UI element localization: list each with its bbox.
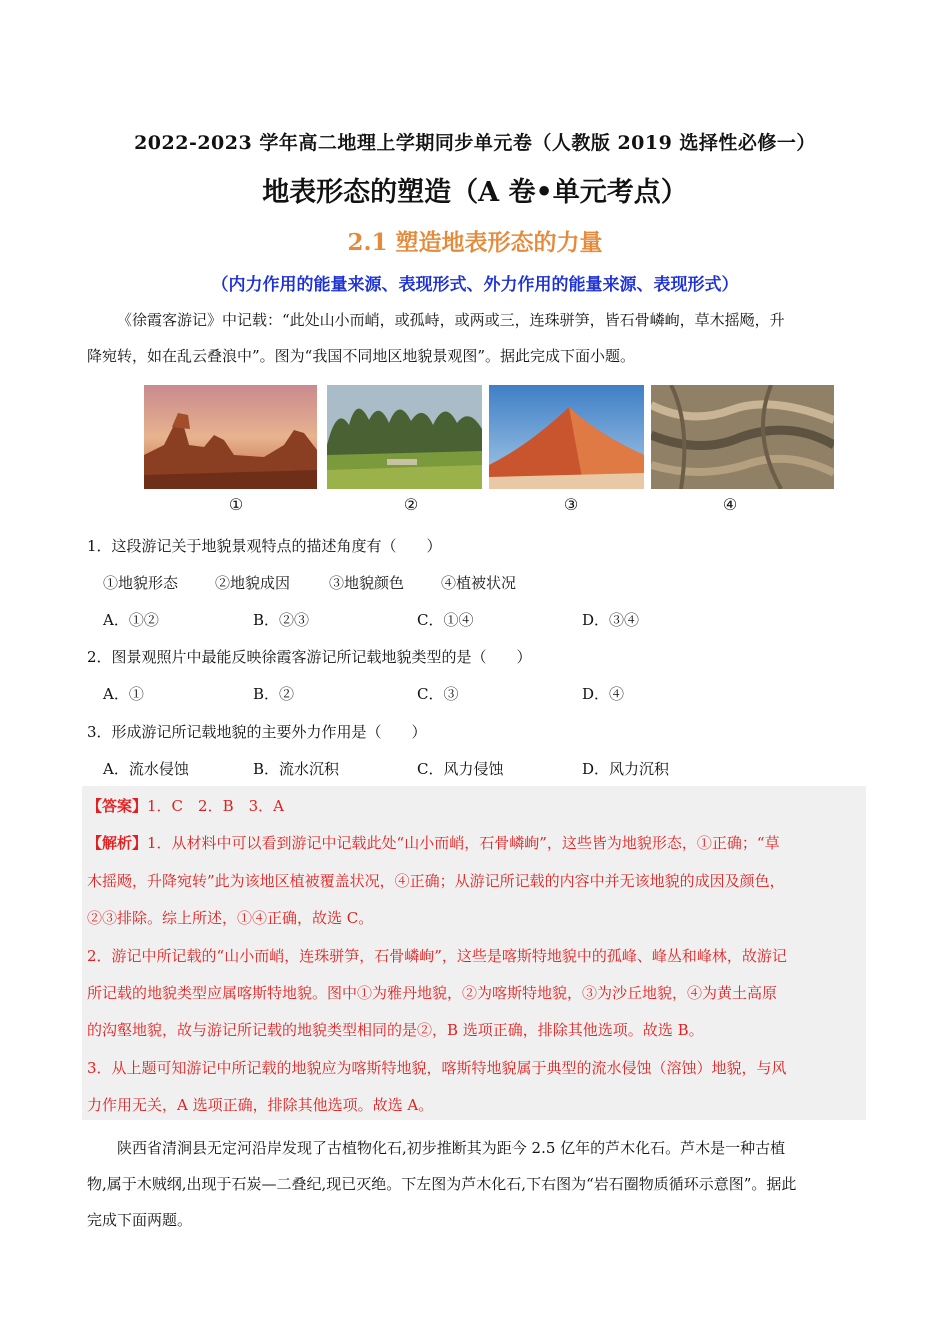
q1-option-b: B．②③ — [253, 611, 310, 629]
question-1: 1．这段游记关于地貌景观特点的描述角度有（ ） — [87, 537, 442, 555]
analysis-line-8: 力作用无关，A 选项正确，排除其他选项。故选 A。 — [87, 1096, 434, 1114]
answer-line — [87, 795, 284, 816]
q1-item-2: ②地貌成因 — [215, 574, 291, 592]
q2-option-c: C．③ — [417, 685, 459, 703]
analysis-line-1 — [87, 832, 780, 853]
q2-option-a: A．① — [103, 685, 144, 703]
outro-line-3: 完成下面两题。 — [87, 1211, 193, 1229]
photo-loess — [651, 385, 834, 489]
outro-line-2: 物,属于木贼纲,出现于石炭—二叠纪,现已灭绝。下左图为芦木化石,下右图为“岩石圈物质循环示意图”。据此 — [87, 1175, 797, 1193]
answer-tag: 【答案】 — [87, 797, 148, 815]
exam-header: 2022-2023 学年高二地理上学期同步单元卷（人教版 2019 选择性必修一） — [134, 132, 816, 154]
section-title: 2.1 塑造地表形态的力量 — [347, 229, 603, 256]
q2-option-d: D．④ — [582, 685, 625, 703]
q1-option-d: D．③④ — [582, 611, 640, 629]
analysis-tag: 【解析】 — [87, 834, 148, 852]
q3-option-b: B．流水沉积 — [253, 760, 340, 778]
analysis-text-1: 1．从材料中可以看到游记中记载此处“山小而峭，石骨嶙峋”，这些皆为地貌形态，①正确；“草 — [147, 834, 780, 852]
page-title: 地表形态的塑造（A 卷•单元考点） — [262, 177, 688, 208]
q3-option-c: C．风力侵蚀 — [417, 760, 504, 778]
analysis-line-5: 所记载的地貌类型应属喀斯特地貌。图中①为雅丹地貌，②为喀斯特地貌，③为沙丘地貌，④为黄土高原 — [87, 984, 778, 1002]
landform-photos — [144, 385, 834, 489]
q1-item-1: ①地貌形态 — [103, 574, 179, 592]
q1-option-c: C．①④ — [417, 611, 474, 629]
answer-text: 1．C 2．B 3．A — [147, 797, 284, 815]
section-subtitle: （内力作用的能量来源、表现形式、外力作用的能量来源、表现形式） — [211, 275, 739, 295]
outro-line-1: 陕西省清涧县无定河沿岸发现了古植物化石,初步推断其为距今 2.5 亿年的芦木化石。芦木是一种古植 — [117, 1139, 786, 1157]
photo-label-3: ③ — [563, 495, 579, 514]
q3-option-a: A．流水侵蚀 — [103, 760, 189, 778]
q1-item-4: ④植被状况 — [441, 574, 517, 592]
question-2: 2．图景观照片中最能反映徐霞客游记所记载地貌类型的是（ ） — [87, 648, 532, 666]
analysis-line-4: 2．游记中所记载的“山小而峭，连珠骈笋，石骨嶙峋”，这些是喀斯特地貌中的孤峰、峰丛和峰林，故游记 — [87, 947, 787, 965]
q2-option-b: B．② — [253, 685, 295, 703]
photo-sand-dune — [489, 385, 644, 489]
photo-label-2: ② — [403, 495, 419, 514]
photo-karst — [327, 385, 482, 489]
intro-line-2: 降宛转，如在乱云叠浪中”。图为“我国不同地区地貌景观图”。据此完成下面小题。 — [87, 347, 636, 365]
analysis-line-6: 的沟壑地貌，故与游记所记载的地貌类型相同的是②，B 选项正确，排除其他选项。故选 B。 — [87, 1021, 704, 1039]
analysis-line-3: ②③排除。综上所述，①④正确，故选 C。 — [87, 909, 374, 927]
q1-item-3: ③地貌颜色 — [329, 574, 405, 592]
question-3: 3．形成游记所记载地貌的主要外力作用是（ ） — [87, 723, 427, 741]
photo-label-1: ① — [228, 495, 244, 514]
q3-option-d: D．风力沉积 — [582, 760, 670, 778]
photo-yardang — [144, 385, 317, 489]
photo-label-4: ④ — [722, 495, 738, 514]
analysis-line-7: 3．从上题可知游记中所记载的地貌应为喀斯特地貌，喀斯特地貌属于典型的流水侵蚀（溶蚀）地貌，与风 — [87, 1059, 787, 1077]
q1-option-a: A．①② — [103, 611, 159, 629]
analysis-line-2: 木摇飏，升降宛转”此为该地区植被覆盖状况，④正确；从游记所记载的内容中并无该地貌的成因及颜色， — [87, 872, 785, 890]
intro-line-1: 《徐霞客游记》中记载：“此处山小而峭，或孤峙，或两或三，连珠骈笋，皆石骨嶙峋，草木摇飏，升 — [117, 311, 785, 329]
